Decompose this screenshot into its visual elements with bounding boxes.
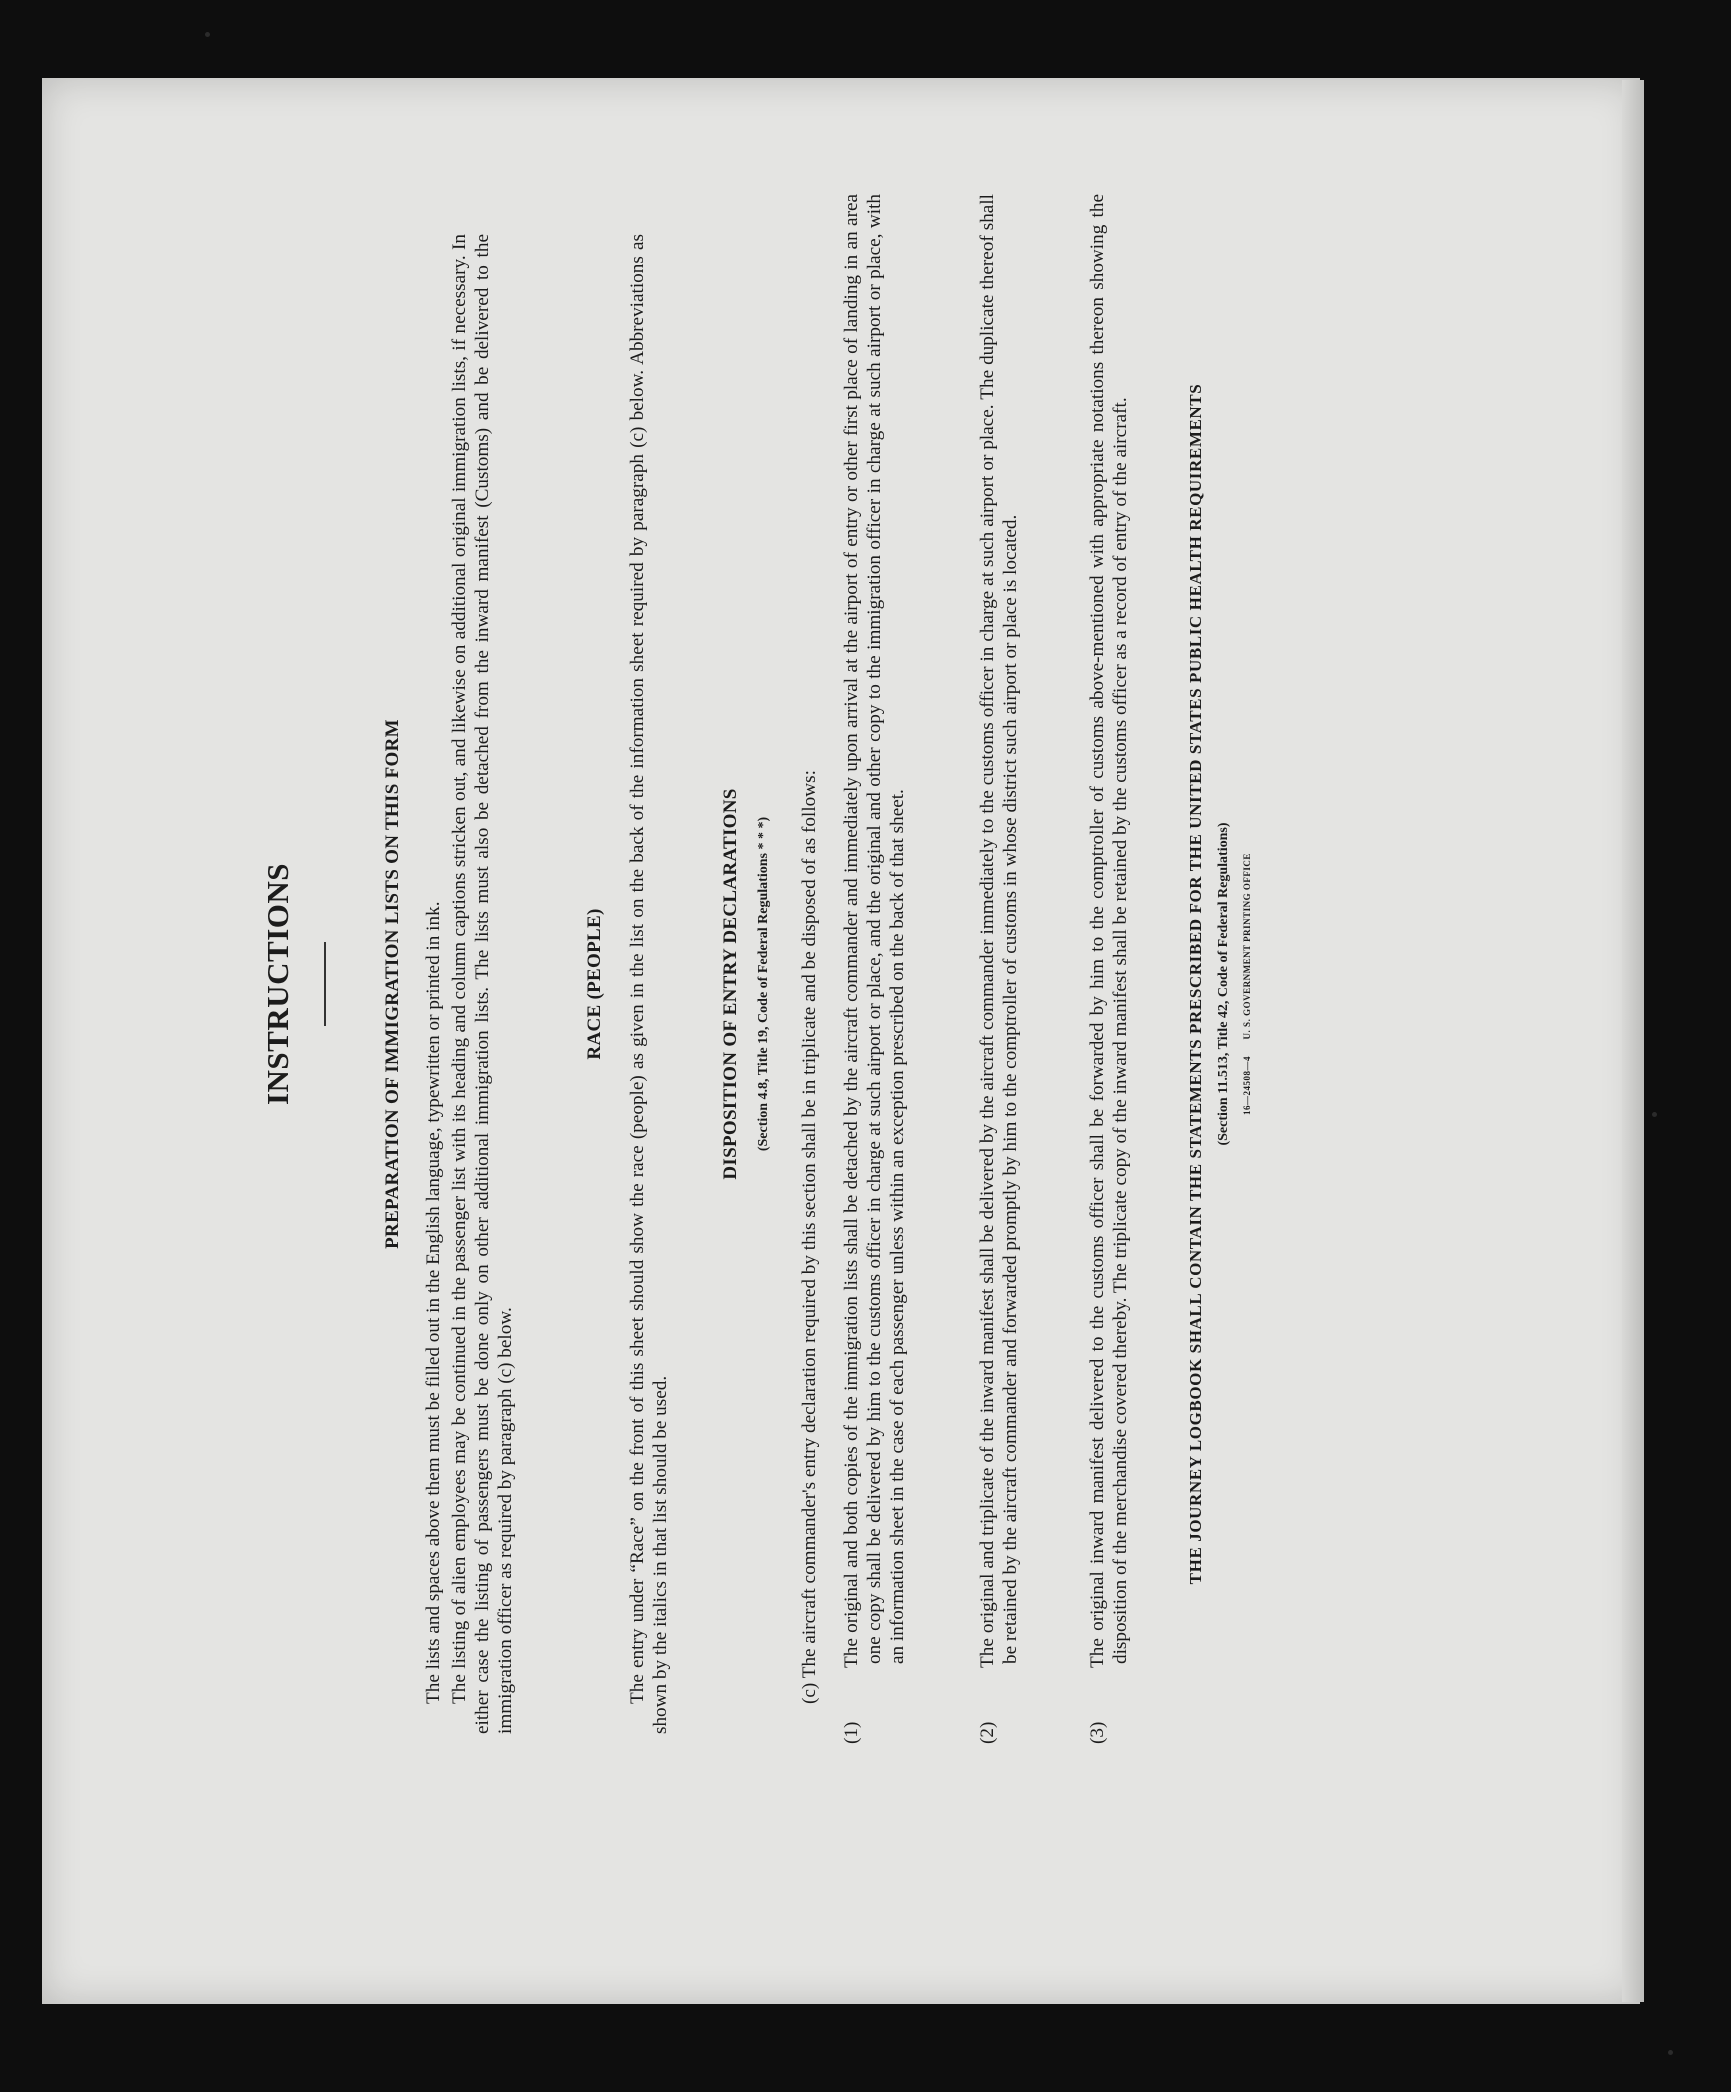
preparation-paragraph-1: The lists and spaces above them must be filled out in the English language, typewritten or printed in ink.	[423, 901, 444, 1704]
disposition-item-3	[1086, 194, 1132, 1744]
printer-imprint	[1242, 574, 1252, 1394]
disposition-item-2	[976, 194, 1022, 1744]
dust-speck	[1668, 2050, 1673, 2055]
disposition-paragraph-c: (c) The aircraft commander's entry declaration required by this section shall be in triplicate and be disposed of as follows:	[799, 770, 820, 1704]
page-title: INSTRUCTIONS	[260, 863, 295, 1106]
title-underline	[324, 942, 326, 1026]
item-number: (3)	[1087, 1721, 1108, 1744]
form-print-code: 16—24508—4	[1242, 1055, 1252, 1115]
item-text: The original and triplicate of the inward manifest shall be delivered by the aircraft commander immediately to the customs officer in charge at such airport or place. The duplicate thereof shall be retained by the aircraft commander and forwarded promptly by him to the comptroller of customs in whose district such airport or place is located.	[977, 194, 1021, 1668]
page-edge	[1622, 80, 1644, 2002]
item-text: The original and both copies of the immigration lists shall be detached by the aircraft commander and immediately upon arrival at the airport of entry or other first place of landing in an area one copy shall be delivered by him to the customs officer in charge at such airport or place, and the original and other copy to the immigration officer in charge at such airport or place, with an information sheet in the case of each passenger unless within an exception prescribed on the back of that sheet.	[841, 194, 908, 1668]
logbook-statement: THE JOURNEY LOGBOOK SHALL CONTAIN THE STATEMENTS PRESCRIBED FOR THE UNITED STATES PUBLIC HEALTH REQUIREMENTS	[1186, 383, 1205, 1585]
logbook-citation: (Section 11.513, Title 42, Code of Federal Regulations)	[1216, 822, 1231, 1146]
item-number: (1)	[841, 1721, 862, 1744]
rotated-instructions-sheet	[134, 54, 1534, 1914]
dust-speck	[205, 32, 210, 37]
preparation-paragraph-2: The listing of alien employees may be continued in the passenger list with its heading and column captions stricken out, and likewise on additional original immigration lists, if necessary. In either case the listing of passengers must be done only on other additional immigration lists. The lists must also be detached from the inward manifest (Customs) and be delivered to the immigration officer as required by paragraph (c) below.	[449, 234, 516, 1734]
item-text: The original inward manifest delivered to the customs officer shall be forwarded by him to the comptroller of customs above-mentioned with appropriate notations thereon showing the disposition of the merchandise covered thereby. The triplicate copy of the inward manifest shall be retained by the customs officer as a record of entry of the aircraft.	[1087, 194, 1131, 1668]
dust-speck	[1652, 1112, 1657, 1117]
disposition-item-1	[840, 194, 909, 1744]
disposition-citation: (Section 4.8, Title 19, Code of Federal Regulations * * *)	[756, 816, 771, 1152]
item-number: (2)	[977, 1721, 998, 1744]
preparation-heading: PREPARATION OF IMMIGRATION LISTS ON THIS FORM	[382, 719, 403, 1249]
disposition-heading: DISPOSITION OF ENTRY DECLARATIONS	[720, 788, 741, 1180]
race-heading: RACE (PEOPLE)	[584, 908, 605, 1060]
printer-name: U. S. GOVERNMENT PRINTING OFFICE	[1242, 853, 1252, 1040]
race-paragraph: The entry under “Race” on the front of this sheet should show the race (people) as given in the list on the back of the information sheet required by paragraph (c) below. Abbreviations as shown by the italics in that list should be used.	[627, 234, 671, 1734]
